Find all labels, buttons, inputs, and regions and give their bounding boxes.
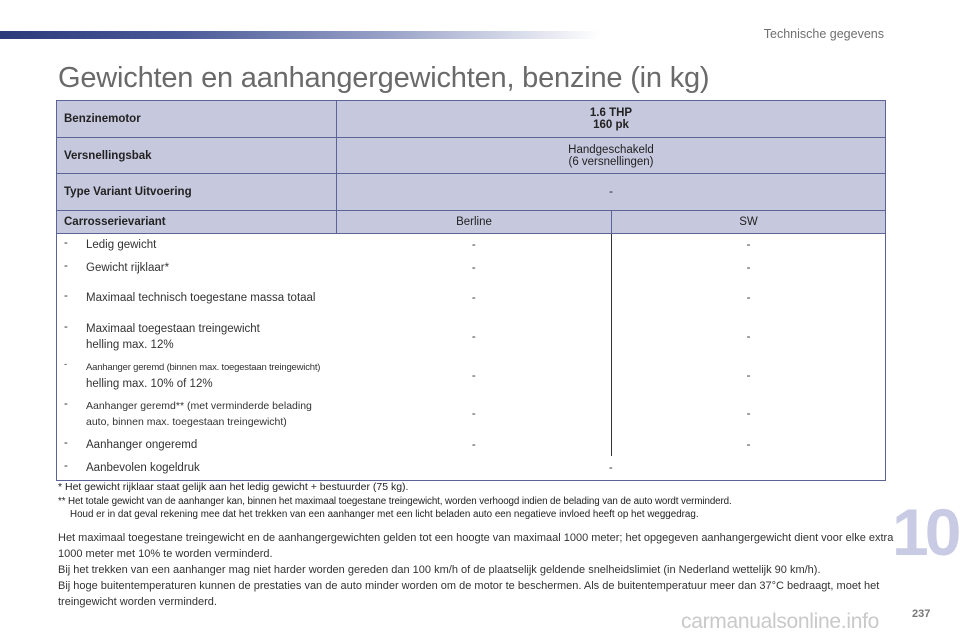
table-row: - Gewicht rijklaar* - - [57,257,886,280]
watermark: carmanualsonline.info [681,610,879,633]
engine-label: Benzinemotor [57,101,337,138]
body-text [58,530,898,610]
table-row: - Aanbevolen kogeldruk - [64,459,613,474]
gearbox-value: Handgeschakeld (6 versnellingen) [337,138,886,174]
table-row-engine [57,101,886,138]
col-header-sw: SW [612,211,886,234]
table-row-gearbox [57,138,886,174]
chapter-number: 10 [892,495,958,569]
col-header-berline: Berline [337,211,612,234]
table-row: - Aanhanger geremd (binnen max. toegestaan treingewicht) helling max. 10% of 12% - - [57,358,886,394]
footnote-2: ** Het totale gewicht van de aanhanger kan, binnen het maximaal toegestane treingewicht, worden verhoogd indien de belading van de auto wordt verminderd. [58,495,732,507]
table-row-body-variant [57,211,886,234]
footnotes [58,481,898,522]
table-row: - Maximaal technisch toegestane massa totaal - - [57,280,886,316]
weights-table [56,100,886,481]
footnote-1: * Het gewicht rijklaar staat gelijk aan het ledig gewicht + bestuurder (75 kg). [58,481,409,493]
body-variant-label: Carrosserievariant [57,211,337,234]
engine-value: 1.6 THP 160 pk [337,101,886,138]
section-title: Technische gegevens [763,27,884,41]
page-number: 237 [912,608,931,620]
table-row: - Aanhanger ongeremd - - [57,434,886,456]
paragraph: Bij hoge buitentemperaturen kunnen de prestaties van de auto minder worden om de motor te beschermen. Als de buitentemperatuur meer dan 37°C bedraagt, moet het treingewicht worden verminderd. [58,580,880,608]
header-accent-bar [0,31,600,39]
gearbox-label: Versnellingsbak [57,138,337,174]
type-value: - [337,174,886,211]
table-row: - Ledig gewicht - - [57,234,886,257]
page-title: Gewichten en aanhangergewichten, benzine (in kg) [58,62,710,94]
paragraph: Het maximaal toegestane treingewicht en de aanhangergewichten gelden tot een hoogte van maximaal 1000 meter; het opgegeven aanhangergewicht dient voor elke extra 1000 meter met 10% te worden verminderd. [58,532,894,560]
table-row: - Maximaal toegestaan treingewicht helling max. 12% - - [57,316,886,358]
table-row: - Aanhanger geremd** (met verminderde belading auto, binnen max. toegestaan treingewicht) - - [57,394,886,434]
paragraph: Bij het trekken van een aanhanger mag niet harder worden gereden dan 100 km/h of de plaatselijk geldende snelheidslimiet (in Nederland wettelijk 90 km/h). [58,564,821,576]
type-label: Type Variant Uitvoering [57,174,337,211]
table-row-type [57,174,886,211]
footnote-2-continued: Houd er in dat geval rekening mee dat het trekken van een aanhanger met een licht beladen auto een negatieve invloed heeft op het weggedrag. [70,509,699,520]
